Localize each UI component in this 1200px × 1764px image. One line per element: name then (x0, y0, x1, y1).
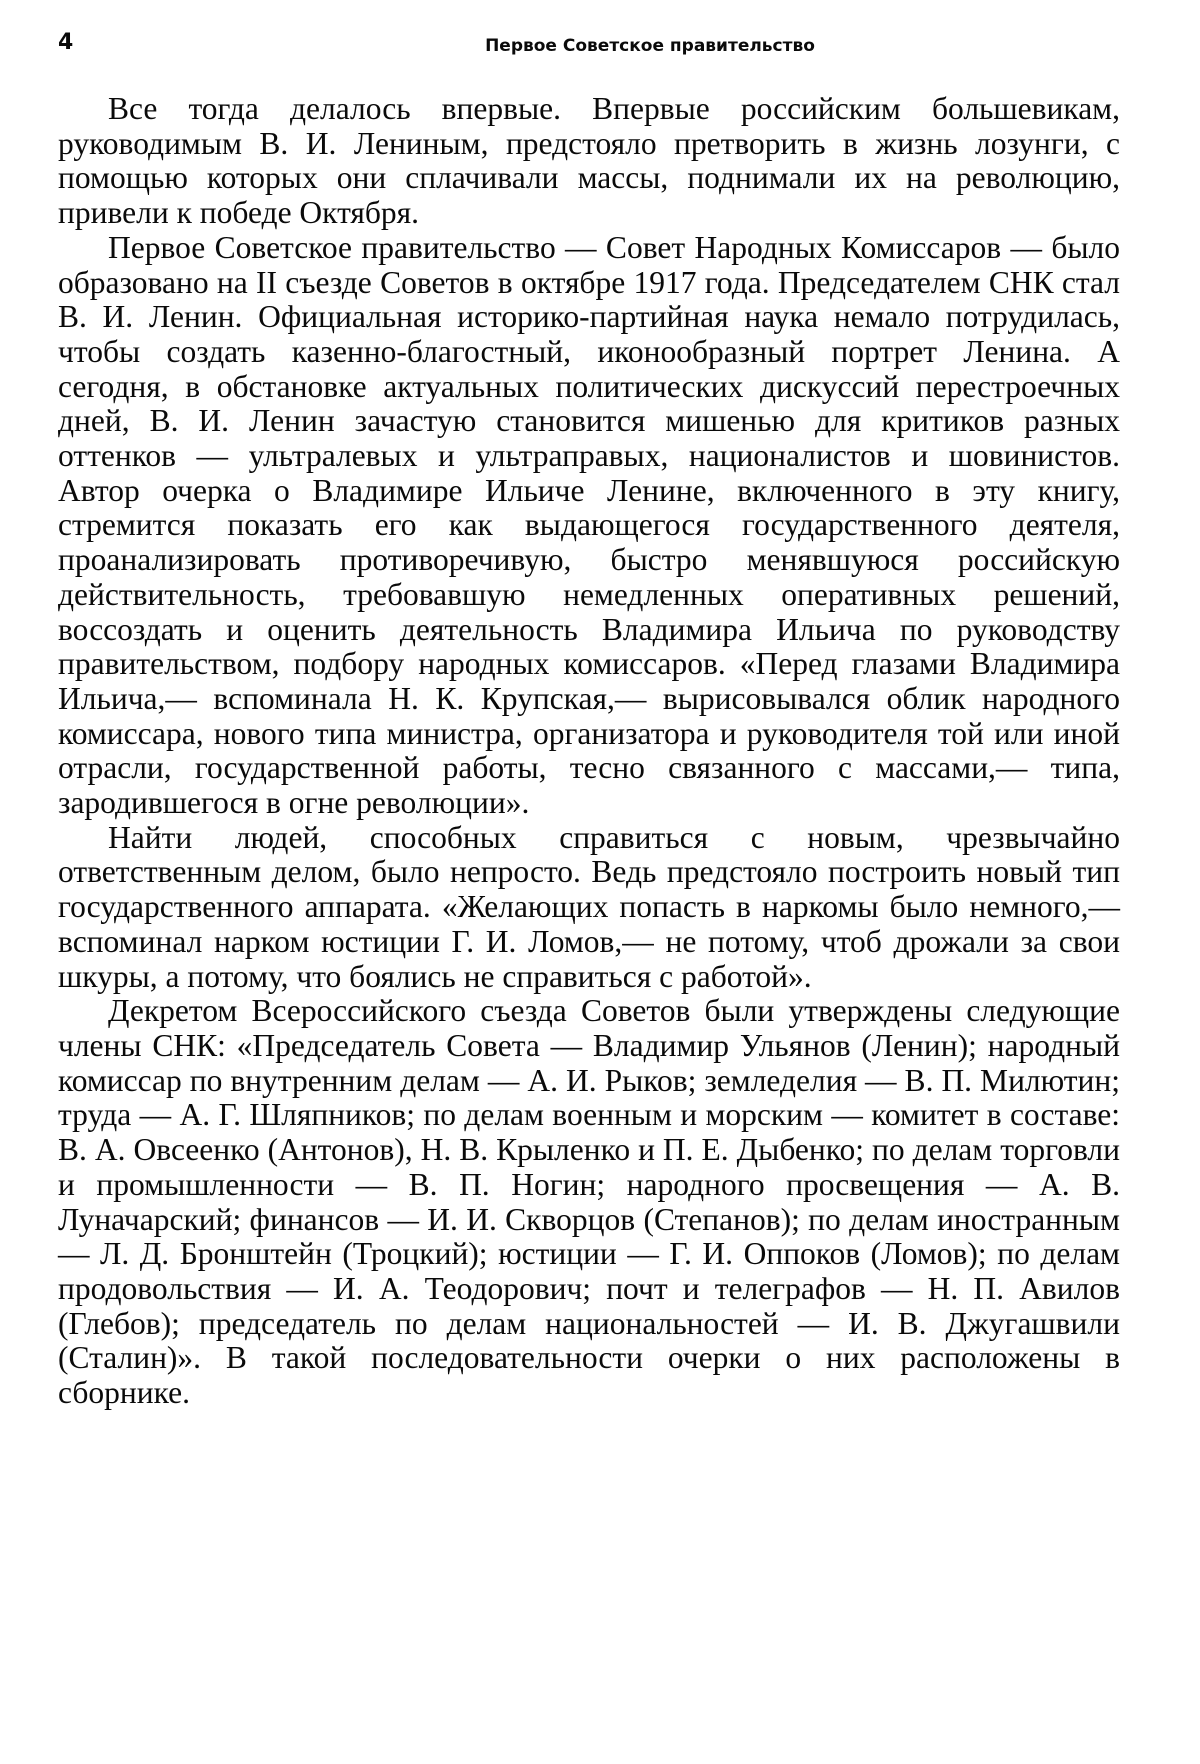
page-number: 4 (58, 30, 74, 55)
paragraph-4: Декретом Всероссийского съезда Советов были утверждены следующие члены СНК: «Председатель Совета — Владимир Ульянов (Ленин); народный комиссар по внутренним делам — А. И. Рыков; земледелия — В. П. Милютин; труда — А. Г. Шляпников; по делам военным и морским — комитет в составе: В. А. Овсеенко (Антонов), Н. В. Крыленко и П. Е. Дыбенко; по делам торговли и промышленности — В. П. Ногин; народного просвещения — А. В. Луначарский; финансов — И. И. Скворцов (Степанов); по делам иностранным — Л. Д. Бронштейн (Троцкий); юстиции — Г. И. Оппоков (Ломов); по делам продовольствия — И. А. Теодорович; почт и телеграфов — Н. П. Авилов (Глебов); председатель по делам национальностей — И. В. Джугашвили (Сталин)». В такой последовательности очерки о них расположены в сборнике. (58, 993, 1120, 1411)
body-text (58, 92, 1120, 1411)
paragraph-2: Первое Советское правительство — Совет Народных Комиссаров — было образовано на II съезде Советов в октябре 1917 года. Председателем СНК стал В. И. Ленин. Официальная историко-партийная наука немало потрудилась, чтобы создать казенно-благостный, иконообразный портрет Ленина. А сегодня, в обстановке актуальных политических дискуссий перестроечных дней, В. И. Ленин зачастую становится мишенью для критиков разных оттенков — ультралевых и ультраправых, националистов и шовинистов. Автор очерка о Владимире Ильиче Ленине, включенного в эту книгу, стремится показать его как выдающегося государственного деятеля, проанализировать противоречивую, быстро менявшуюся российскую действительность, требовавшую немедленных оперативных решений, воссоздать и оценить деятельность Владимира Ильича по руководству правительством, подбору народных комиссаров. «Перед глазами Владимира Ильича,— вспоминала Н. К. Крупская,— вырисовывался облик народного комиссара, нового типа министра, организатора и руководителя той или иной отрасли, государственной работы, тесно связанного с массами,— типа, зародившегося в огне революции». (58, 229, 1120, 821)
paragraph-1: Все тогда делалось впервые. Впервые российским большевикам, руководимым В. И. Лениным, предстояло претворить в жизнь лозунги, с помощью которых они сплачивали массы, поднимали их на революцию, привели к победе Октября. (58, 91, 1120, 231)
running-title: Первое Советское правительство (485, 36, 815, 56)
paragraph-3: Найти людей, способных справиться с новым, чрезвычайно ответственным делом, было непросто. Ведь предстояло построить новый тип государственного аппарата. «Желающих попасть в наркомы было немного,— вспоминал нарком юстиции Г. И. Ломов,— не потому, чтоб дрожали за свои шкуры, а потому, что боялись не справиться с работой». (58, 819, 1120, 994)
